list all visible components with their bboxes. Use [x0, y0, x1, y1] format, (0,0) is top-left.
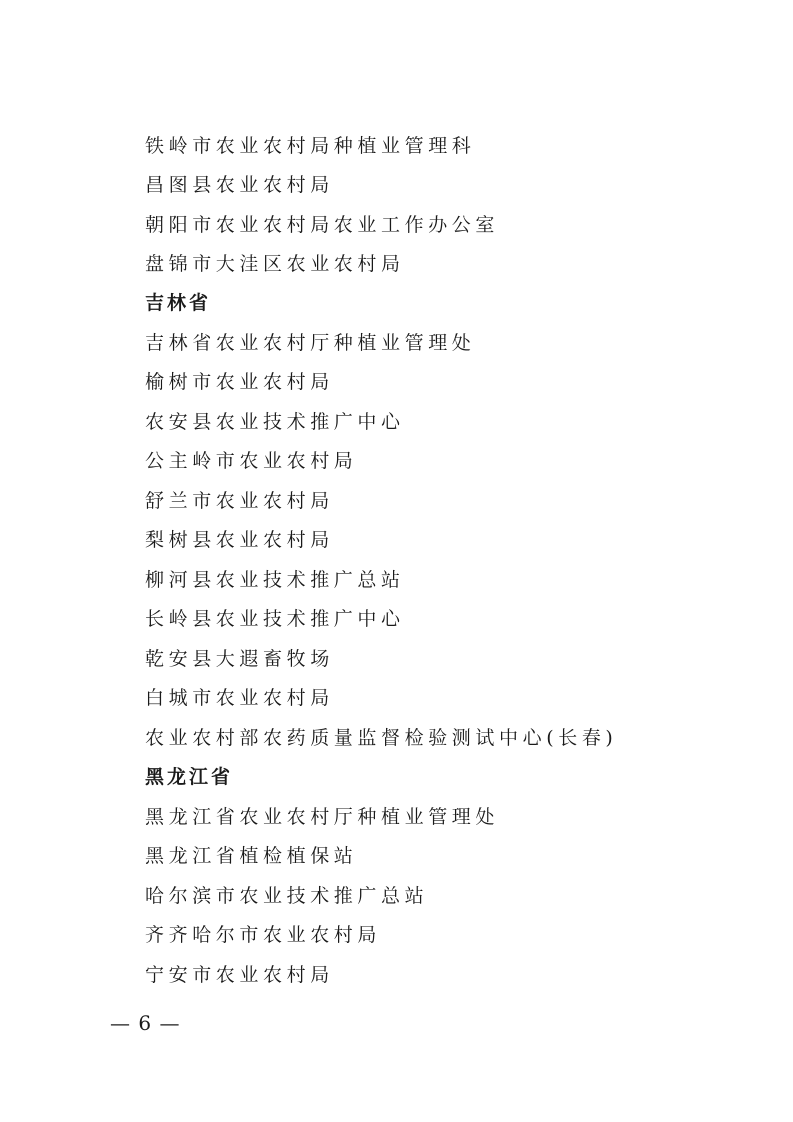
list-item: 宁安市农业农村局 [145, 964, 334, 986]
list-item: 梨树县农业农村局 [145, 529, 334, 551]
list-item: 公主岭市农业农村局 [145, 450, 358, 472]
list-item: 柳河县农业技术推广总站 [145, 569, 405, 591]
list-item: 哈尔滨市农业技术推广总站 [145, 885, 429, 907]
section-heading-heilongjiang: 黑龙江省 [145, 766, 234, 788]
list-item: 黑龙江省农业农村厅种植业管理处 [145, 806, 500, 828]
page-number: — 6 — [110, 1011, 181, 1035]
list-item: 吉林省农业农村厅种植业管理处 [145, 332, 476, 354]
list-item: 朝阳市农业农村局农业工作办公室 [145, 214, 500, 236]
list-item: 黑龙江省植检植保站 [145, 845, 358, 867]
section-heading-jilin: 吉林省 [145, 292, 212, 314]
list-item: 榆树市农业农村局 [145, 371, 334, 393]
list-item: 白城市农业农村局 [145, 687, 334, 709]
list-item: 铁岭市农业农村局种植业管理科 [145, 135, 476, 157]
list-item: 乾安县大遐畜牧场 [145, 648, 334, 670]
list-item: 农安县农业技术推广中心 [145, 411, 405, 433]
list-item: 齐齐哈尔市农业农村局 [145, 924, 382, 946]
list-item: 农业农村部农药质量监督检验测试中心(长春) [145, 727, 618, 749]
list-item: 长岭县农业技术推广中心 [145, 608, 405, 630]
list-item: 舒兰市农业农村局 [145, 490, 334, 512]
list-item: 昌图县农业农村局 [145, 174, 334, 196]
list-item: 盘锦市大洼区农业农村局 [145, 253, 405, 275]
